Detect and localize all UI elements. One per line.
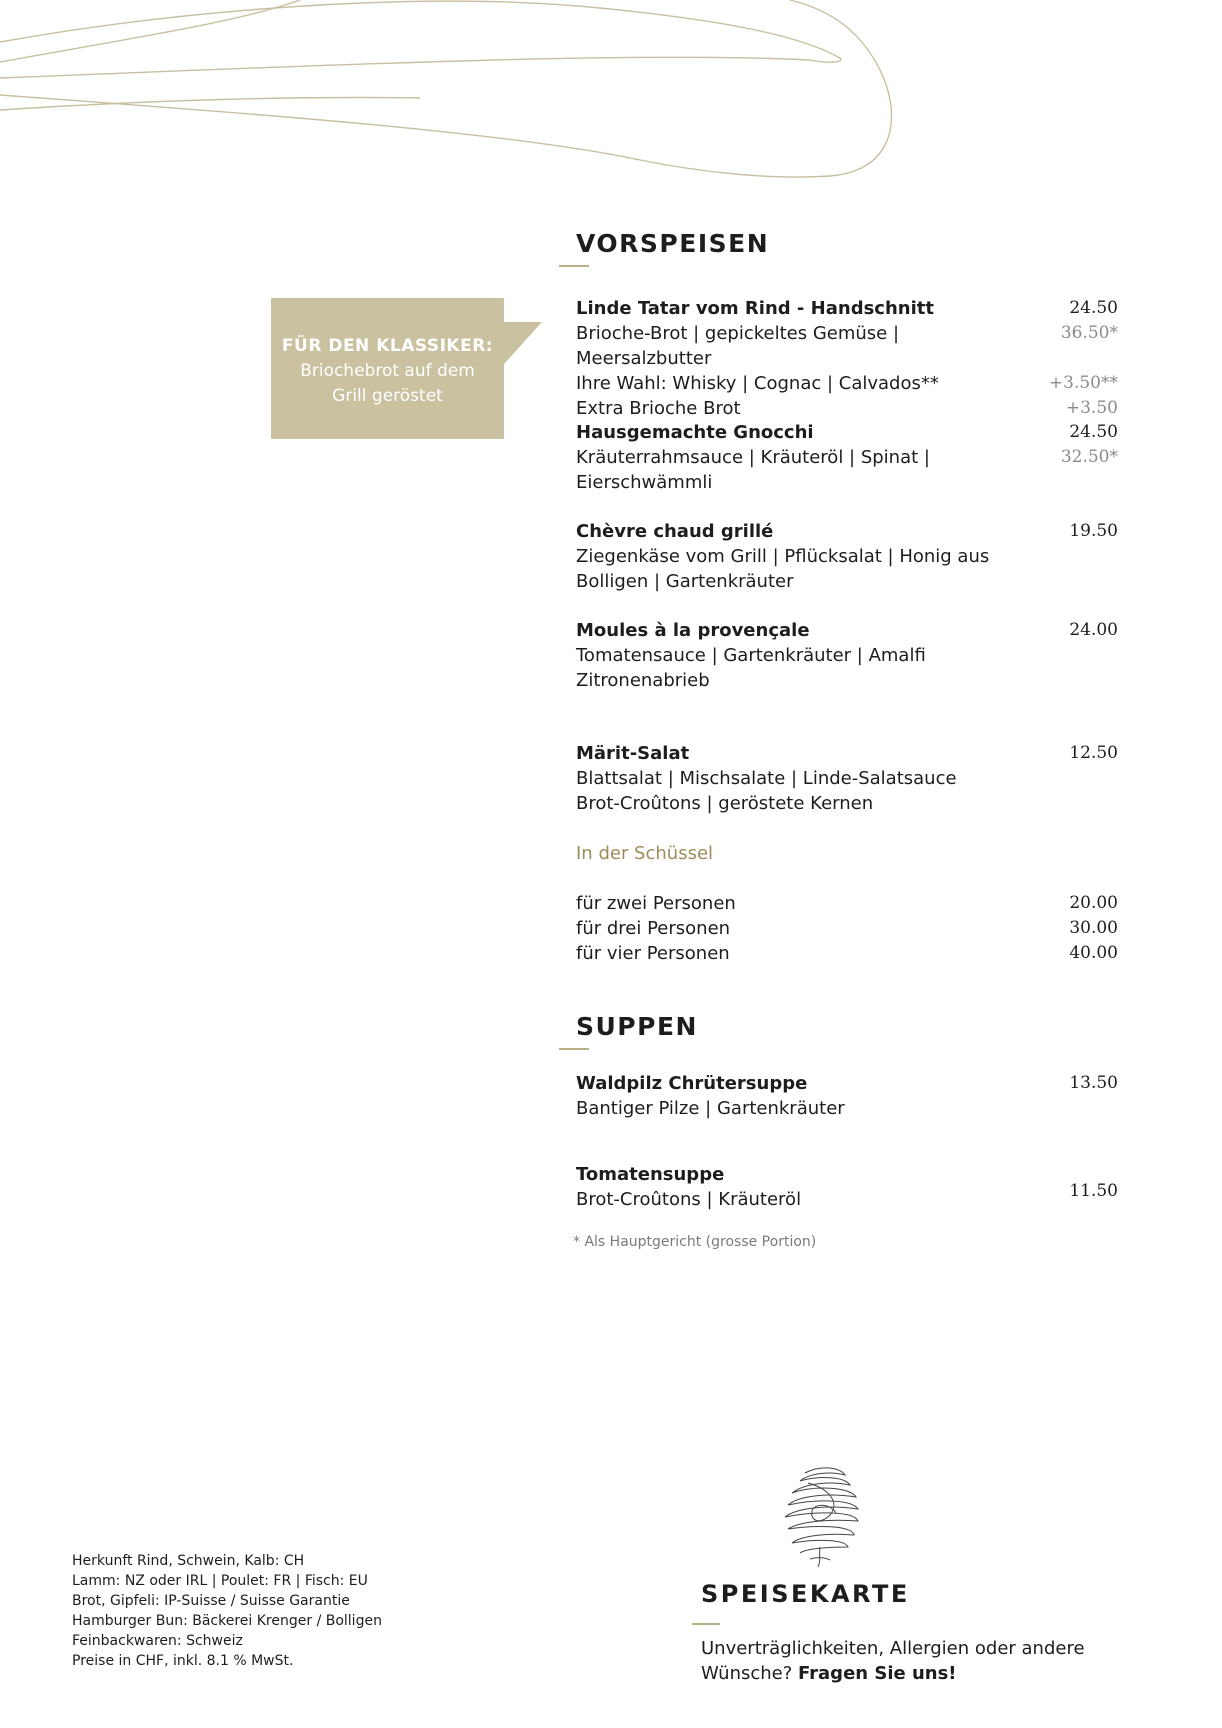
dish-name: Hausgemachte Gnocchi	[576, 422, 814, 443]
menu-item-salad	[576, 741, 1118, 966]
allergy-note-cta: Fragen Sie uns!	[798, 1663, 957, 1684]
badge-text: Grill geröstet	[332, 386, 443, 406]
brand-title: SPEISEKARTE	[701, 1580, 910, 1608]
bowl-option: für zwei Personen	[576, 893, 736, 914]
dish-price: 11.50	[1069, 1181, 1118, 1201]
section-title-soups: SUPPEN	[576, 1012, 698, 1041]
dish-name: Waldpilz Chrütersuppe	[576, 1073, 808, 1094]
badge-pointer	[504, 322, 542, 364]
dish-name: Linde Tatar vom Rind - Handschnitt	[576, 298, 934, 319]
badge-text: Briochebrot auf dem	[300, 361, 475, 381]
dish-description: Kräuterrahmsauce | Kräuteröl | Spinat |	[576, 447, 930, 468]
footnote: * Als Hauptgericht (grosse Portion)	[573, 1234, 817, 1250]
dish-price: 13.50	[1069, 1073, 1118, 1093]
dish-description: Blattsalat | Mischsalate | Linde-Salatsauce	[576, 768, 957, 789]
dish-description: Brot-Croûtons | geröstete Kernen	[576, 793, 874, 814]
dish-option-price: +3.50**	[1048, 373, 1118, 393]
dish-name: Märit-Salat	[576, 743, 690, 764]
dish-description: Bantiger Pilze | Gartenkräuter	[576, 1098, 845, 1119]
menu-item-tomato-soup	[576, 1162, 1118, 1212]
tree-scribble-logo-icon	[770, 1463, 870, 1568]
dish-price: 24.50	[1069, 422, 1118, 442]
origin-line: Feinbackwaren: Schweiz	[72, 1633, 243, 1649]
dish-name: Moules à la provençale	[576, 620, 810, 641]
badge-title: FÜR DEN KLASSIKER:	[281, 336, 494, 356]
dish-price: 19.50	[1069, 521, 1118, 541]
dish-description: Tomatensauce | Gartenkräuter | Amalfi	[576, 645, 926, 666]
decorative-line-art	[0, 0, 1222, 200]
menu-item-moules	[576, 618, 1118, 693]
section-title-rule	[559, 265, 589, 267]
bowl-option-price: 20.00	[1069, 893, 1118, 913]
section-title-starters: VORSPEISEN	[576, 229, 770, 258]
dish-description: Eierschwämmli	[576, 472, 713, 493]
dish-option: Ihre Wahl: Whisky | Cognac | Calvados**	[576, 373, 939, 394]
menu-item-chevre	[576, 519, 1118, 594]
origin-info	[72, 1551, 382, 1671]
dish-main-price: 32.50*	[1060, 447, 1118, 467]
section-title-rule	[559, 1048, 589, 1050]
origin-line: Brot, Gipfeli: IP-Suisse / Suisse Garantie	[72, 1593, 350, 1609]
menu-item-tatar	[576, 296, 1118, 421]
dish-description: Ziegenkäse vom Grill | Pflücksalat | Honig aus	[576, 546, 990, 567]
bowl-option: für vier Personen	[576, 943, 730, 964]
dish-description: Zitronenabrieb	[576, 670, 710, 691]
dish-name: Chèvre chaud grillé	[576, 521, 774, 542]
bowl-label: In der Schüssel	[576, 843, 714, 864]
origin-line: Hamburger Bun: Bäckerei Krenger / Bolligen	[72, 1613, 382, 1629]
menu-item-gnocchi	[576, 420, 1118, 495]
classic-tip-badge	[271, 298, 504, 439]
brand-title-rule	[692, 1623, 720, 1625]
allergy-note-line: Unverträglichkeiten, Allergien oder andere	[701, 1638, 1085, 1659]
dish-option-price: +3.50	[1065, 398, 1118, 418]
dish-name: Tomatensuppe	[576, 1164, 725, 1185]
bowl-option: für drei Personen	[576, 918, 731, 939]
dish-main-price: 36.50*	[1060, 323, 1118, 343]
allergy-note-prefix: Wünsche?	[701, 1663, 799, 1684]
dish-description: Brioche-Brot | gepickeltes Gemüse | Meersalzbutter	[576, 323, 900, 369]
dish-option: Extra Brioche Brot	[576, 398, 741, 419]
menu-item-mushroom-soup	[576, 1071, 1118, 1121]
dish-description: Brot-Croûtons | Kräuteröl	[576, 1189, 802, 1210]
dish-price: 24.00	[1069, 620, 1118, 640]
origin-line: Preise in CHF, inkl. 8.1 % MwSt.	[72, 1653, 294, 1669]
dish-price: 24.50	[1069, 298, 1118, 318]
origin-line: Lamm: NZ oder IRL | Poulet: FR | Fisch: EU	[72, 1573, 368, 1589]
allergy-note-line	[701, 1661, 1085, 1686]
dish-price: 12.50	[1069, 743, 1118, 763]
bowl-option-price: 40.00	[1069, 943, 1118, 963]
dish-description: Bolligen | Gartenkräuter	[576, 571, 794, 592]
origin-line: Herkunft Rind, Schwein, Kalb: CH	[72, 1553, 305, 1569]
allergy-note	[701, 1636, 1085, 1686]
bowl-option-price: 30.00	[1069, 918, 1118, 938]
